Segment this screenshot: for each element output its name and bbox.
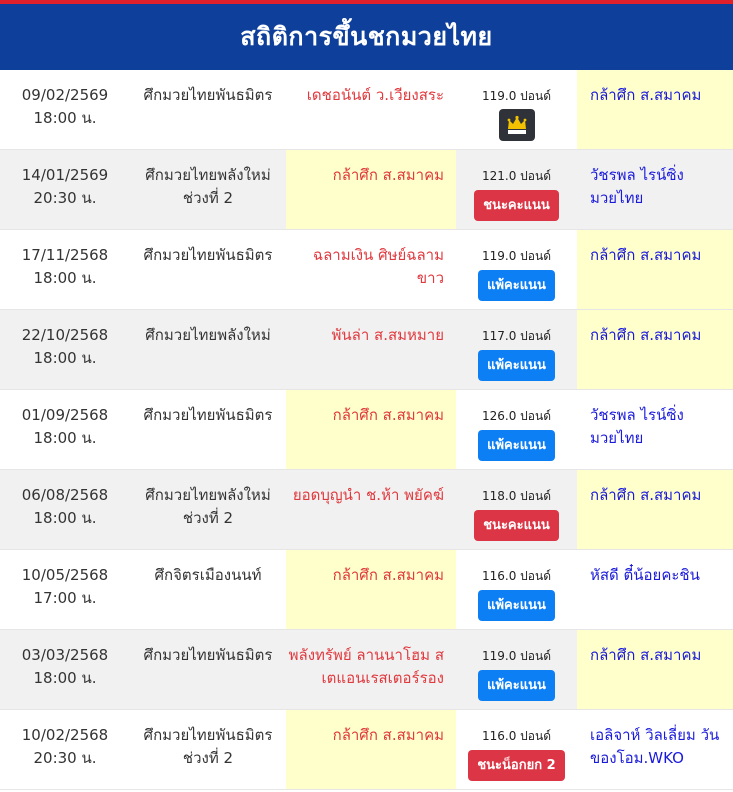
result-cell: [456, 230, 577, 309]
fight-date: 14/01/2569: [21, 166, 109, 184]
event-name: ศึกจิตรเมืองนนท์: [154, 566, 262, 584]
header-bar: [0, 0, 733, 70]
fight-row: [0, 310, 733, 390]
weight: 119.0 ปอนด์: [482, 89, 551, 103]
event-name: ศึกมวยไทยพลังใหม่: [145, 326, 271, 344]
weight: 119.0 ปอนด์: [482, 249, 551, 263]
blue-corner-fighter[interactable]: หัสดี ตี๋น้อยคะชิน: [590, 566, 700, 584]
date-cell: [0, 70, 130, 149]
fight-time: 18:00 น.: [33, 509, 97, 527]
fight-time: 18:00 น.: [33, 109, 97, 127]
date-cell: [0, 630, 130, 709]
fight-time: 18:00 น.: [33, 269, 97, 287]
result-cell: [456, 470, 577, 549]
date-cell: [0, 710, 130, 789]
blue-corner-fighter[interactable]: กล้าศึก ส.สมาคม: [577, 470, 733, 549]
date-cell: [0, 390, 130, 469]
blue-corner-fighter[interactable]: กล้าศึก ส.สมาคม: [577, 70, 733, 149]
blue-corner-fighter[interactable]: เอลิจาห์ วิลเลี่ยม วันของโอม.WKO: [590, 726, 720, 767]
fight-record-table: [0, 70, 733, 790]
red-corner-fighter[interactable]: ยอดบุญนำ ช.ห้า พยัคฆ์: [292, 486, 444, 504]
red-corner-fighter[interactable]: กล้าศึก ส.สมาคม: [286, 550, 456, 629]
result-cell: [456, 310, 577, 389]
blue-corner-fighter[interactable]: กล้าศึก ส.สมาคม: [577, 230, 733, 309]
result-cell: [456, 390, 577, 469]
blue-corner-fighter[interactable]: กล้าศึก ส.สมาคม: [577, 310, 733, 389]
date-cell: [0, 470, 130, 549]
event-name: ศึกมวยไทยพันธมิตร: [143, 86, 273, 104]
red-corner-fighter[interactable]: พันล่า ส.สมหมาย: [331, 326, 444, 344]
weight: 126.0 ปอนด์: [482, 409, 551, 423]
result-cell: [456, 630, 577, 709]
crown-icon: [499, 109, 535, 141]
event-name: ศึกมวยไทยพันธมิตร: [143, 406, 273, 424]
fight-time: 20:30 น.: [33, 749, 97, 767]
result-badge: แพ้คะแนน: [478, 350, 555, 381]
event-name: ศึกมวยไทยพลังใหม่ ช่วงที่ 2: [145, 486, 271, 527]
result-cell: [456, 550, 577, 629]
weight: 117.0 ปอนด์: [482, 329, 551, 343]
fight-time: 20:30 น.: [33, 189, 97, 207]
fight-date: 10/05/2568: [21, 566, 109, 584]
result-badge: ชนะคะแนน: [474, 510, 559, 541]
result-cell: [456, 70, 577, 149]
red-corner-fighter[interactable]: พลังทรัพย์ ลานนาโฮม สเตแอนเรสเตอร์รอง: [288, 646, 444, 687]
weight: 118.0 ปอนด์: [482, 489, 551, 503]
fight-date: 06/08/2568: [21, 486, 109, 504]
result-cell: [456, 150, 577, 229]
red-corner-fighter[interactable]: กล้าศึก ส.สมาคม: [286, 150, 456, 229]
event-name: ศึกมวยไทยพันธมิตร: [143, 646, 273, 664]
weight: 121.0 ปอนด์: [482, 169, 551, 183]
fight-row: [0, 150, 733, 230]
blue-corner-fighter[interactable]: กล้าศึก ส.สมาคม: [577, 630, 733, 709]
event-name: ศึกมวยไทยพลังใหม่ ช่วงที่ 2: [145, 166, 271, 207]
result-badge: ชนะคะแนน: [474, 190, 559, 221]
fight-date: 03/03/2568: [21, 646, 109, 664]
date-cell: [0, 150, 130, 229]
date-cell: [0, 230, 130, 309]
fight-row: [0, 390, 733, 470]
fight-row: [0, 630, 733, 710]
result-badge: แพ้คะแนน: [478, 590, 555, 621]
fight-date: 22/10/2568: [21, 326, 109, 344]
red-corner-fighter[interactable]: ฉลามเงิน ศิษย์ฉลาม ขาว: [312, 246, 444, 287]
date-cell: [0, 550, 130, 629]
result-badge: ชนะน็อกยก 2: [468, 750, 564, 781]
fight-row: [0, 70, 733, 150]
fight-time: 18:00 น.: [33, 429, 97, 447]
fight-date: 01/09/2568: [21, 406, 109, 424]
weight: 119.0 ปอนด์: [482, 649, 551, 663]
red-corner-fighter[interactable]: กล้าศึก ส.สมาคม: [286, 390, 456, 469]
event-name: ศึกมวยไทยพันธมิตร: [143, 246, 273, 264]
fight-date: 10/02/2568: [21, 726, 109, 744]
blue-corner-fighter[interactable]: วัชรพล ไรน์ซิ่ง มวยไทย: [590, 166, 684, 207]
result-cell: [456, 710, 577, 789]
fight-date: 09/02/2569: [21, 86, 109, 104]
fight-row: [0, 470, 733, 550]
fight-time: 18:00 น.: [33, 669, 97, 687]
fight-row: [0, 550, 733, 630]
fight-row: [0, 710, 733, 790]
weight: 116.0 ปอนด์: [482, 569, 551, 583]
page-title: สถิติการขึ้นชกมวยไทย: [240, 22, 493, 51]
event-name: ศึกมวยไทยพันธมิตร ช่วงที่ 2: [143, 726, 273, 767]
fight-row: [0, 230, 733, 310]
fight-time: 18:00 น.: [33, 349, 97, 367]
red-corner-fighter[interactable]: กล้าศึก ส.สมาคม: [286, 710, 456, 789]
weight: 116.0 ปอนด์: [482, 729, 551, 743]
red-corner-fighter[interactable]: เดชอนันต์ ว.เวียงสระ: [306, 86, 444, 104]
fight-date: 17/11/2568: [21, 246, 109, 264]
result-badge: แพ้คะแนน: [478, 430, 555, 461]
date-cell: [0, 310, 130, 389]
blue-corner-fighter[interactable]: วัชรพล ไรน์ซิ่ง มวยไทย: [590, 406, 684, 447]
result-badge: แพ้คะแนน: [478, 670, 555, 701]
result-badge: แพ้คะแนน: [478, 270, 555, 301]
fight-time: 17:00 น.: [33, 589, 97, 607]
